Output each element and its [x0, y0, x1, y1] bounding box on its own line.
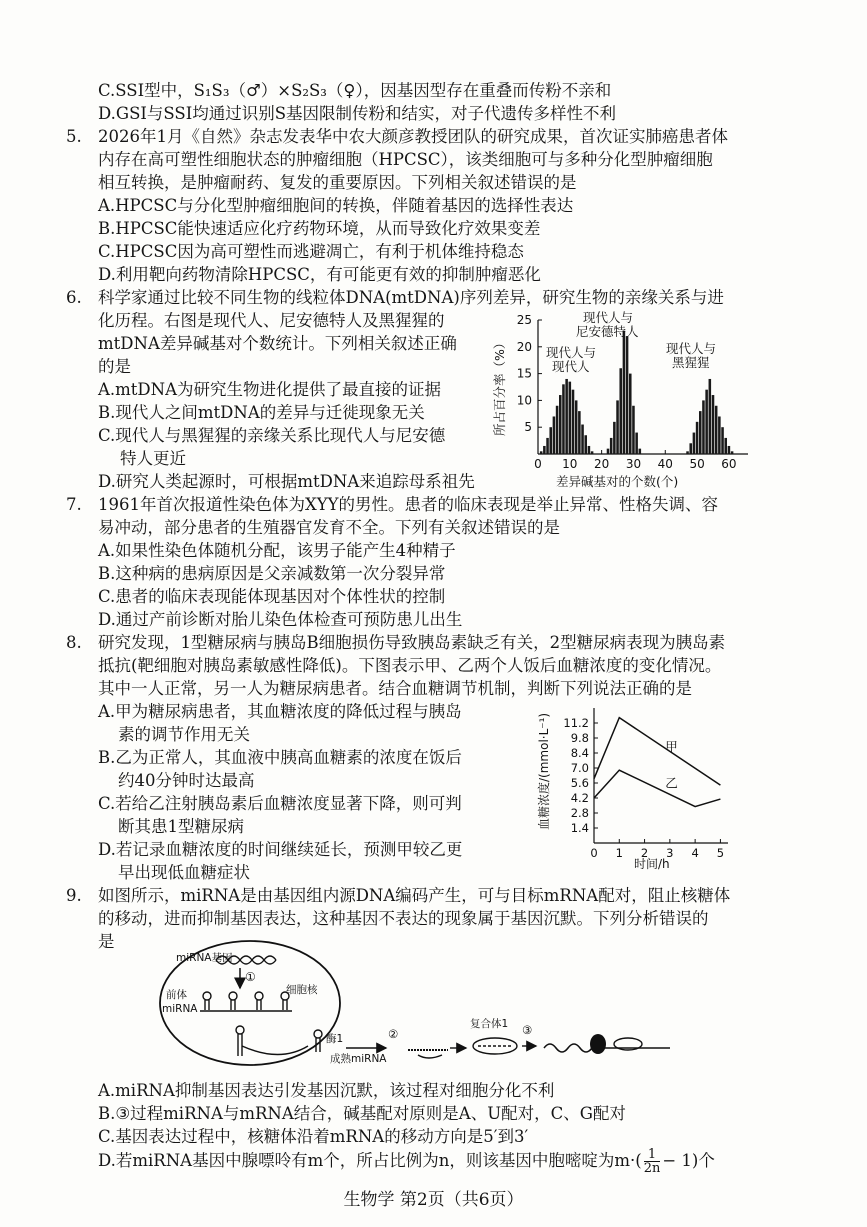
- histogram-bar: [607, 449, 610, 454]
- histogram-bar: [540, 451, 543, 454]
- step-2-label: ②: [388, 1027, 399, 1041]
- histogram-bar: [721, 427, 724, 454]
- q5-number: 5.: [66, 127, 82, 146]
- q6-option-d: D.研究人类起源时，可根据mtDNA来追踪母系祖先: [98, 472, 475, 491]
- histogram-y-tick-label: 15: [516, 366, 532, 381]
- fraction-numerator: 1: [644, 1148, 661, 1162]
- histogram-bar: [731, 451, 734, 454]
- histogram-bar: [581, 425, 584, 454]
- histogram-annotation-2b: 尼安德特人: [576, 324, 639, 339]
- mirna-gene-label: miRNA基因: [176, 952, 233, 964]
- q6-option-b: B.现代人之间mtDNA的差异与迁徙现象无关: [98, 403, 425, 422]
- q7-option-d: D.通过产前诊断对胎儿染色体检查可预防患儿出生: [98, 610, 463, 629]
- q8-option-d: D.若记录血糖浓度的时间继续延长，预测甲较乙更: [98, 840, 463, 859]
- q9-option-c: C.基因表达过程中，核糖体沿着mRNA的移动方向是5′到3′: [98, 1127, 529, 1146]
- histogram-bar: [616, 400, 619, 454]
- q9-number: 9.: [66, 886, 82, 905]
- complex-label: 复合体1: [470, 1018, 509, 1030]
- q7-stem-line: 1961年首次报道性染色体为XYY的男性。患者的临床表现是举止异常、性格失调、容: [98, 495, 719, 514]
- q9-stem-line: 如图所示，miRNA是由基因组内源DNA编码产生，可与目标mRNA配对，阻止核糖体: [98, 886, 731, 905]
- q9-option-d: [98, 1146, 715, 1176]
- q8-option-c: C.若给乙注射胰岛素后血糖浓度显著下降，则可判: [98, 794, 462, 813]
- ribosome-icon: [590, 1034, 606, 1054]
- q7-stem-line: 易冲动，部分患者的生殖器官发育不全。下列有关叙述错误的是: [98, 518, 560, 537]
- precursor-label-a: 前体: [166, 989, 187, 1001]
- histogram-bar: [613, 422, 616, 454]
- histogram-bar: [639, 449, 642, 454]
- histogram-bar: [546, 438, 549, 454]
- histogram-y-tick-label: 5: [524, 420, 532, 435]
- q5-stem-line: 相互转换，是肿瘤耐药、复发的重要原因。下列相关叙述错误的是: [98, 173, 577, 192]
- glucose-y-tick-label: 7.0: [570, 761, 589, 775]
- q7-option-a: A.如果性染色体随机分配，该男子能产生4种精子: [98, 541, 456, 560]
- histogram-bar: [578, 411, 581, 454]
- q5-stem-line: 内存在高可塑性细胞状态的肿瘤细胞（HPCSC），该类细胞可与多种分化型肿瘤细胞: [98, 150, 713, 169]
- q7-option-c: C.患者的临床表现能体现基因对个体性状的控制: [98, 587, 446, 606]
- glucose-x-tick-label: 3: [666, 846, 674, 860]
- histogram-bar: [724, 438, 727, 454]
- histogram-bar: [686, 451, 689, 454]
- histogram-bar: [715, 406, 718, 454]
- histogram-bar: [556, 406, 559, 454]
- q8-stem-line: 研究发现，1型糖尿病与胰岛B细胞损伤导致胰岛素缺乏有关，2型糖尿病表现为胰岛素: [98, 633, 726, 652]
- histogram-bar: [623, 331, 626, 454]
- q5-option-c: C.HPCSC因为高可塑性而逃避凋亡，有利于机体维持稳态: [98, 242, 524, 261]
- q9-option-a: A.miRNA抑制基因表达引发基因沉默，该过程对细胞分化不利: [98, 1081, 555, 1100]
- histogram-bar: [705, 390, 708, 454]
- histogram-x-label: 差异碱基对的个数(个): [556, 474, 679, 488]
- histogram-annotation-1a: 现代人与: [546, 345, 597, 360]
- enzyme-label: 酶1: [326, 1033, 344, 1045]
- glucose-y-tick-label: 8.4: [570, 746, 589, 760]
- histogram-bar: [553, 416, 556, 454]
- histogram-bar: [565, 379, 568, 454]
- histogram-bar: [712, 395, 715, 454]
- histogram-bar: [591, 451, 594, 454]
- histogram-bar: [632, 406, 635, 454]
- histogram-bar: [709, 379, 712, 454]
- glucose-x-tick-label: 1: [615, 846, 623, 860]
- q8-option-d-cont: 早出现低血糖症状: [118, 863, 250, 882]
- histogram-bar: [626, 336, 629, 454]
- glucose-y-tick-label: 11.2: [563, 716, 589, 730]
- q6-stem-line: 的是: [98, 357, 131, 376]
- histogram-x-tick-label: 50: [689, 457, 705, 471]
- histogram-annotation-3a: 现代人与: [666, 341, 717, 356]
- histogram-x-tick-label: 60: [721, 457, 737, 471]
- histogram-y-label: 所占百分率（%）: [492, 336, 507, 436]
- step-3-label: ③: [522, 1023, 533, 1037]
- q7-number: 7.: [66, 495, 82, 514]
- q6-number: 6.: [66, 288, 82, 307]
- q8-option-c-cont: 断其患1型糖尿病: [118, 817, 244, 836]
- histogram-bar: [562, 384, 565, 454]
- histogram-bar: [610, 438, 613, 454]
- q9-option-b: B.③过程miRNA与mRNA结合，碱基配对原则是A、U配对，C、G配对: [98, 1104, 626, 1123]
- histogram-annotation-2a: 现代人与: [583, 310, 634, 325]
- glucose-series-line: [594, 718, 720, 786]
- glucose-y-tick-label: 2.8: [570, 806, 589, 820]
- glucose-series-label: 甲: [665, 738, 678, 754]
- q8-option-b: B.乙为正常人，其血液中胰高血糖素的浓度在饭后: [98, 748, 462, 767]
- histogram-y-tick-label: 10: [516, 393, 532, 408]
- histogram-bar: [572, 390, 575, 454]
- q8-stem-line: 抵抗(靶细胞对胰岛素敏感性降低)。下图表示甲、乙两个人饭后血糖浓度的变化情况。: [98, 656, 722, 675]
- q6-option-a: A.mtDNA为研究生物进化提供了最直接的证据: [98, 380, 442, 399]
- q5-option-a: A.HPCSC与分化型肿瘤细胞间的转换，伴随着基因的选择性表达: [98, 196, 574, 215]
- histogram-bar: [569, 382, 572, 454]
- histogram-bar: [718, 416, 721, 454]
- histogram-bar: [588, 446, 591, 454]
- glucose-x-tick-label: 5: [716, 846, 725, 860]
- histogram-annotation-3b: 黑猩猩: [672, 355, 710, 370]
- histogram-y-tick-label: 20: [516, 339, 532, 354]
- histogram-x-tick-label: 20: [593, 457, 610, 471]
- mtdna-histogram: [490, 308, 760, 488]
- nucleus-label: 细胞核: [286, 984, 318, 996]
- precursor-label-b: miRNA: [162, 1003, 198, 1015]
- histogram-bar: [549, 427, 552, 454]
- glucose-series-line: [594, 770, 720, 806]
- histogram-bar: [559, 395, 562, 454]
- histogram-bar: [629, 374, 632, 454]
- histogram-bar: [635, 433, 638, 454]
- glucose-y-tick-label: 1.4: [570, 821, 589, 835]
- q8-option-a-cont: 素的调节作用无关: [118, 725, 250, 744]
- q7-option-b: B.这种病的患病原因是父亲减数第一次分裂异常: [98, 564, 446, 583]
- q6-option-c-cont: 特人更近: [120, 449, 186, 468]
- mature-mirna-label: 成熟miRNA: [330, 1053, 387, 1065]
- glucose-y-tick-label: 4.2: [570, 791, 589, 805]
- histogram-bar: [702, 400, 705, 454]
- q9-option-d-fraction: [644, 1148, 661, 1175]
- glucose-y-tick-label: 5.6: [570, 776, 589, 790]
- step-1-label: ①: [245, 970, 256, 984]
- q4-option-d: D.GSI与SSI均通过识别S基因限制传粉和结实，对子代遗传多样性不利: [98, 104, 617, 123]
- histogram-bar: [696, 422, 699, 454]
- q9-stem-line: 是: [98, 932, 115, 951]
- histogram-x-tick-label: 30: [625, 457, 642, 471]
- glucose-x-label: 时间/h: [634, 857, 670, 871]
- glucose-series-label: 乙: [665, 775, 678, 791]
- q4-option-c: C.SSI型中，S₁S₃（♂）×S₂S₃（♀），因基因型存在重叠而传粉不亲和: [98, 81, 612, 100]
- q6-stem-line: 科学家通过比较不同生物的线粒体DNA(mtDNA)序列差异，研究生物的亲缘关系与进: [98, 288, 724, 307]
- histogram-bar: [575, 400, 578, 454]
- glucose-line-chart: [530, 700, 735, 872]
- q6-stem-line: mtDNA差异碱基对个数统计。下列相关叙述正确: [98, 334, 457, 353]
- precursor-hairpins: [200, 992, 292, 1056]
- histogram-bar: [728, 446, 731, 454]
- histogram-bar: [693, 433, 696, 454]
- q6-option-c: C.现代人与黑猩猩的亲缘关系比现代人与尼安德: [98, 426, 446, 445]
- glucose-x-tick-label: 2: [640, 846, 649, 860]
- q8-number: 8.: [66, 633, 82, 652]
- q5-option-d: D.利用靶向药物清除HPCSC，有可能更有效的抑制肿瘤恶化: [98, 265, 541, 284]
- histogram-y-tick-label: 25: [516, 313, 532, 327]
- glucose-x-tick-label: 0: [590, 846, 598, 860]
- q8-option-b-cont: 约40分钟时达最高: [118, 771, 255, 790]
- q5-stem-line: 2026年1月《自然》杂志发表华中农大颜彦教授团队的研究成果，首次证实肺癌患者体: [98, 127, 728, 146]
- histogram-bar: [689, 443, 692, 454]
- glucose-y-tick-label: 9.8: [570, 731, 589, 745]
- histogram-x-tick-label: 40: [657, 457, 673, 471]
- histogram-bar: [619, 368, 622, 454]
- q8-stem-line: 其中一人正常，另一人为糖尿病患者。结合血糖调节机制，判断下列说法正确的是: [98, 679, 692, 698]
- glucose-x-tick-label: 4: [691, 846, 699, 860]
- q6-stem-line: 化历程。右图是现代人、尼安德特人及黑猩猩的: [98, 311, 445, 330]
- q5-option-b: B.HPCSC能快速适应化疗药物环境，从而导致化疗效果变差: [98, 219, 541, 238]
- q9-stem-line: 的移动，进而抑制基因表达，这种基因不表达的现象属于基因沉默。下列分析错误的: [98, 909, 709, 928]
- page-footer: 生物学 第2页（共6页）: [343, 1190, 524, 1210]
- histogram-bar: [584, 435, 587, 454]
- q9-option-d-text: D.若miRNA基因中腺嘌呤有m个，所占比例为n，则该基因中胞嘧啶为m·(: [98, 1151, 642, 1170]
- histogram-x-tick-label: 0: [534, 457, 542, 471]
- q8-option-a: A.甲为糖尿病患者，其血糖浓度的降低过程与胰岛: [98, 702, 462, 721]
- glucose-y-label: 血糖浓度/(mmol·L⁻¹): [537, 712, 551, 830]
- mirna-pathway-diagram: [150, 938, 680, 1078]
- histogram-bar: [543, 446, 546, 454]
- q9-option-d-tail: − 1)个: [662, 1151, 715, 1170]
- fraction-denominator: 2n: [643, 1161, 661, 1176]
- histogram-x-tick-label: 10: [562, 457, 578, 471]
- histogram-annotation-1b: 现代人: [552, 359, 590, 374]
- mrna-strand: [544, 1044, 670, 1052]
- histogram-bar: [699, 411, 702, 454]
